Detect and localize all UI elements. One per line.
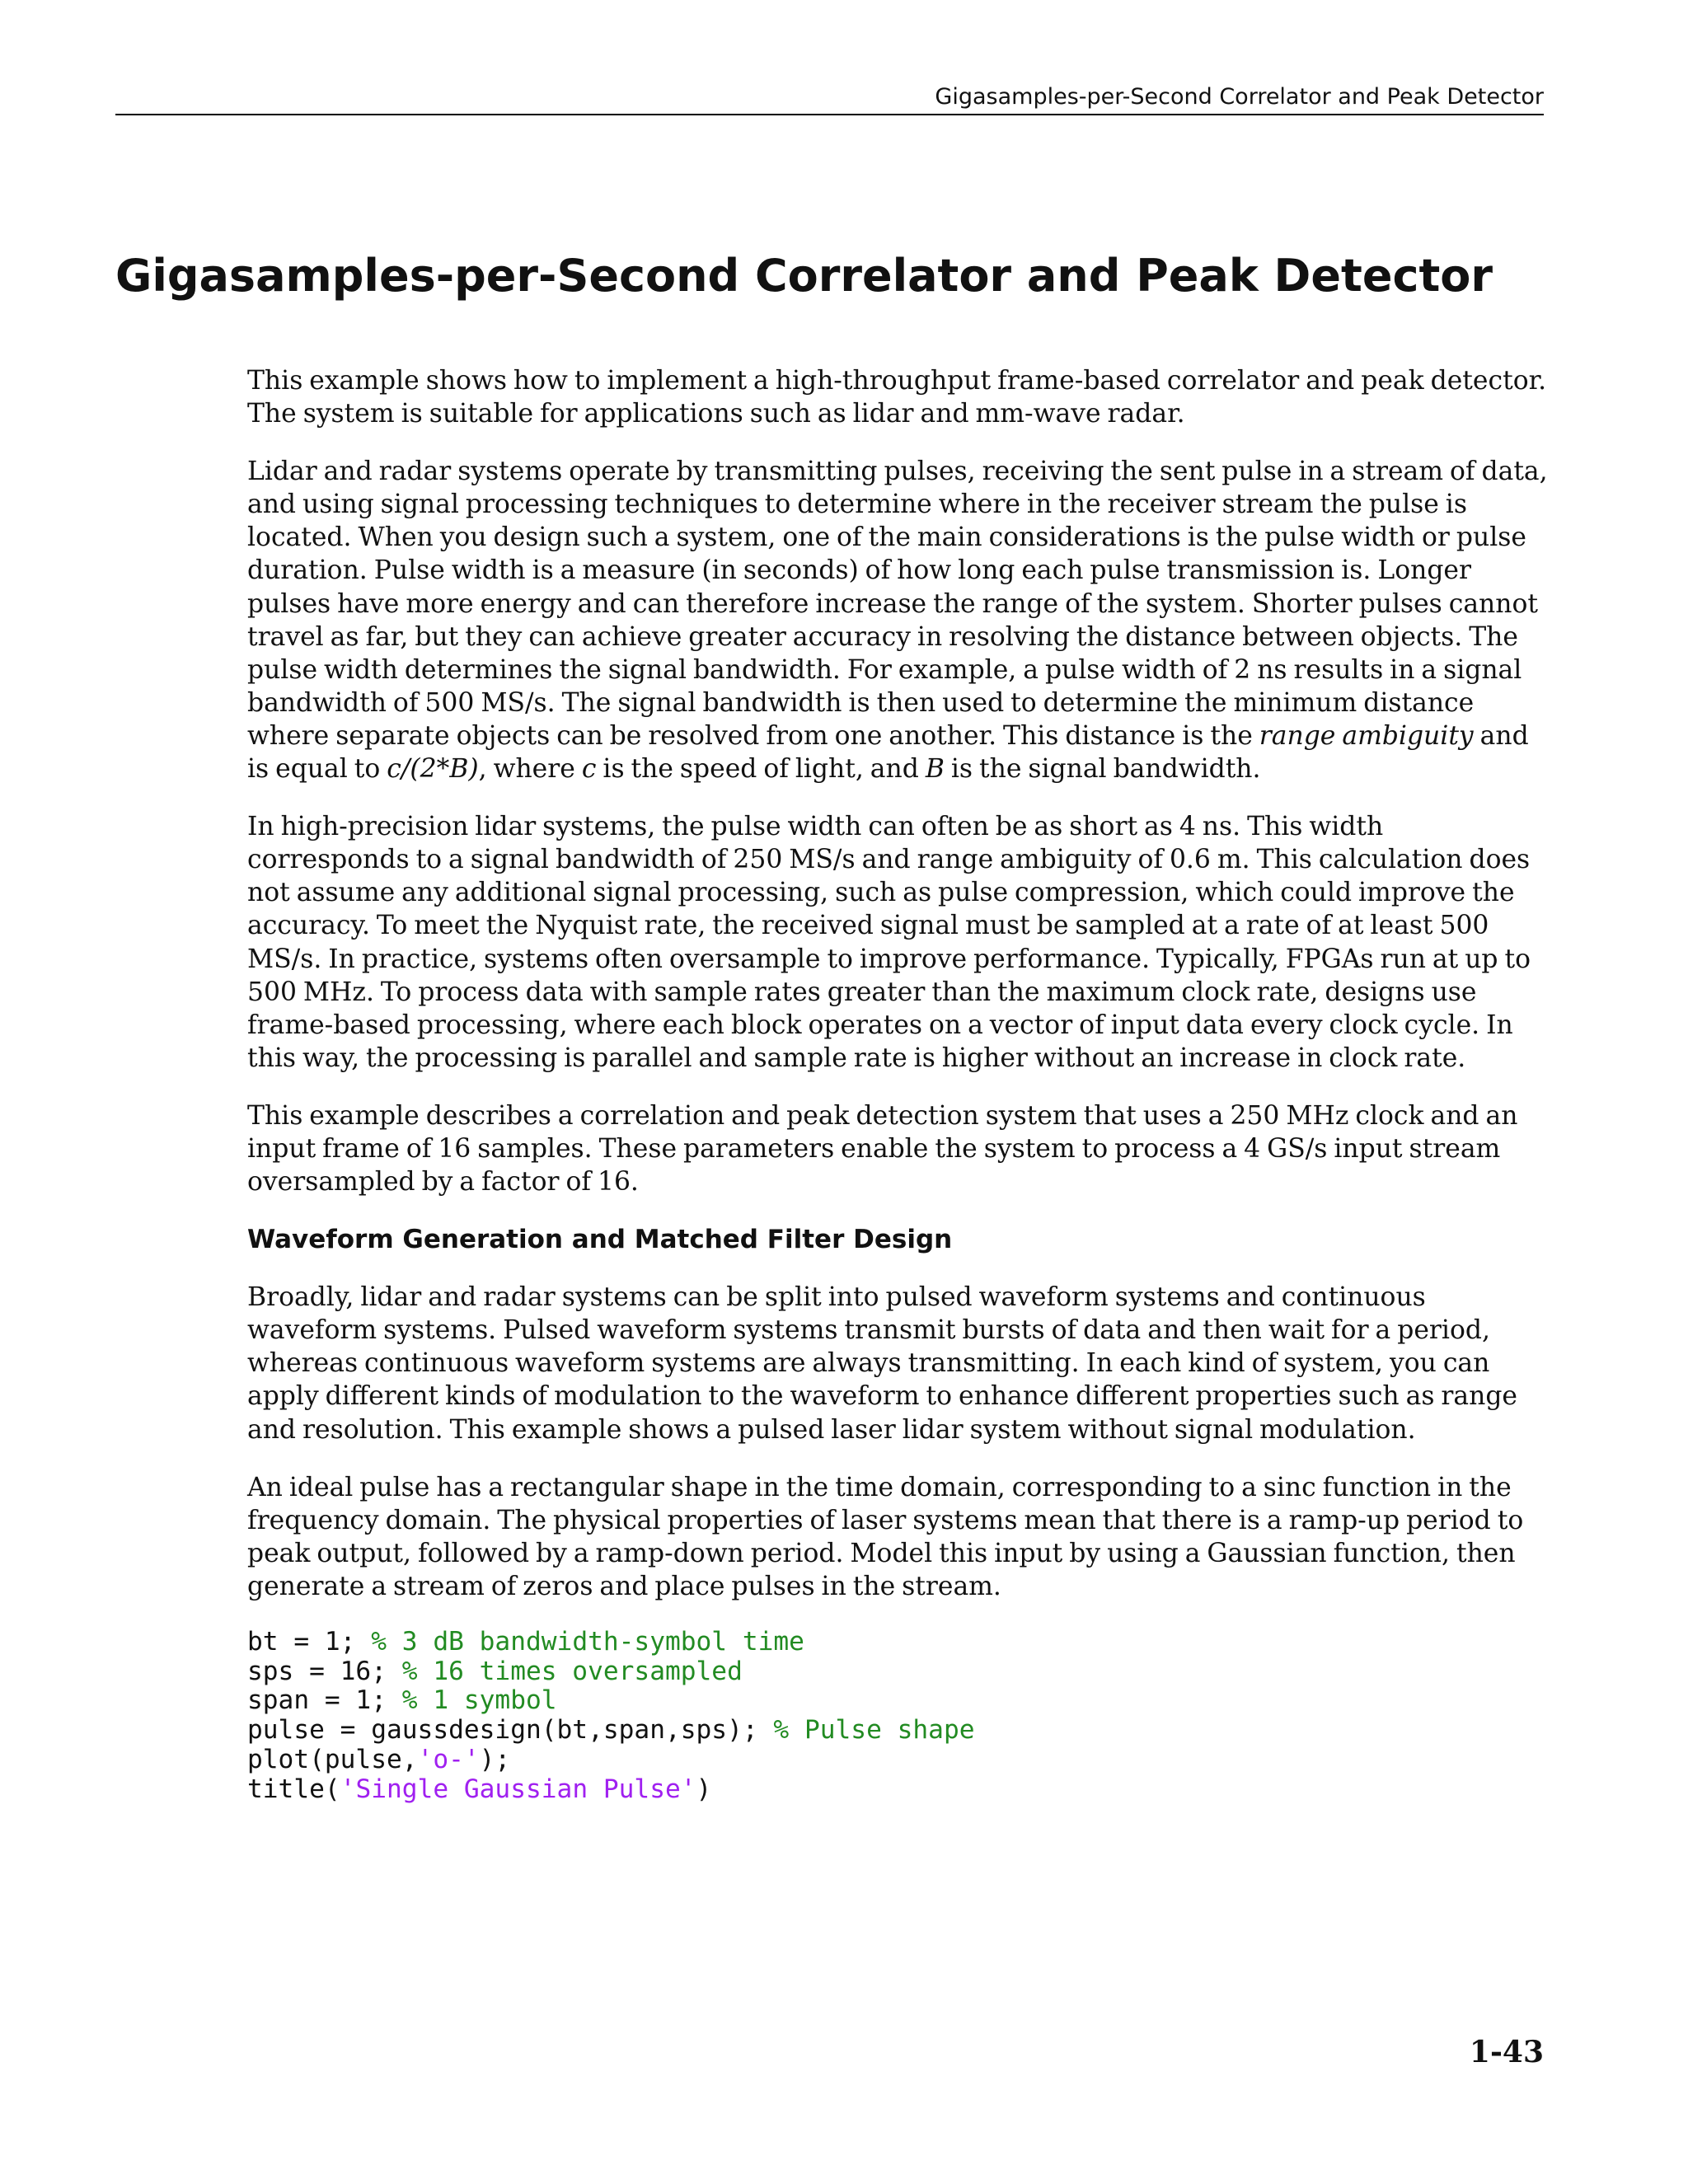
- code-comment: % 1 symbol: [401, 1685, 557, 1716]
- running-header: [115, 81, 1544, 115]
- code-line: [247, 1746, 1551, 1775]
- code-line: [247, 1628, 1551, 1657]
- text-run: is the signal bandwidth.: [944, 754, 1261, 785]
- code-text: );: [479, 1744, 511, 1774]
- code-string: 'Single Gaussian Pulse': [340, 1774, 696, 1804]
- code-line: [247, 1716, 1551, 1746]
- system-description-paragraph: This example describes a correlation and peak detection system that uses a 250 MHz clock and an input frame of 16 samples. These parameters enable the system to process a 4 GS/s input stream oversampled by a factor of 16.: [247, 1100, 1518, 1197]
- running-header-title: Gigasamples-per-Second Correlator and Peak Detector: [935, 84, 1544, 110]
- ideal-pulse-paragraph: An ideal pulse has a rectangular shape in the time domain, corresponding to a sinc function in the frequency domain. The physical properties of laser systems mean that there is a ramp-up period to peak output, followed by a ramp-down period. Model this input by using a Gaussian function, then generate a stream of zeros and place pulses in the stream.: [247, 1472, 1524, 1601]
- term-range-ambiguity: range ambiguity: [1259, 720, 1474, 751]
- code-text: bt = 1;: [247, 1627, 372, 1657]
- text-run: is the speed of light, and: [596, 754, 926, 785]
- code-text: plot(pulse,: [247, 1744, 418, 1774]
- code-line: [247, 1657, 1551, 1687]
- code-text: sps = 16;: [247, 1656, 402, 1686]
- pulse-width-paragraph: [247, 455, 1551, 785]
- intro-paragraph: This example shows how to implement a high-throughput frame-based correlator and peak detector. The system is suitable for applications such as lidar and mm-wave radar.: [247, 366, 1547, 429]
- code-text: span = 1;: [247, 1685, 402, 1716]
- symbol-b: B: [925, 754, 945, 785]
- text-run: and is equal to: [247, 720, 1529, 785]
- code-text: ): [696, 1774, 712, 1804]
- code-text: pulse = gaussdesign(bt,span,sps);: [247, 1715, 774, 1746]
- code-text: title(: [247, 1774, 340, 1804]
- code-comment: % 16 times oversampled: [401, 1656, 743, 1686]
- section-heading: Waveform Generation and Matched Filter Design: [247, 1225, 953, 1255]
- code-comment: % Pulse shape: [773, 1715, 975, 1746]
- code-line: [247, 1686, 1551, 1716]
- symbol-c: c: [581, 754, 597, 785]
- page-number: 1-43: [1469, 2035, 1544, 2069]
- formula-range-ambiguity: c/(2*B): [387, 754, 479, 785]
- waveform-systems-paragraph: Broadly, lidar and radar systems can be split into pulsed waveform systems and continuous waveform systems. Pulsed waveform systems transmit bursts of data and then wait for a period, whereas continuous waveform systems are always transmitting. In each kind of system, you can apply different kinds of modulation to the waveform to enhance different properties such as range and resolution. This example shows a pulsed laser lidar system without signal modulation.: [247, 1282, 1518, 1445]
- code-line: [247, 1775, 1551, 1805]
- text-run: , where: [478, 754, 582, 785]
- text-run: Lidar and radar systems operate by transmitting pulses, receiving the sent pulse in a stream of data, and using signal processing techniques to determine where in the receiver stream the pulse is located. When you design such a system, one of the main considerations is the pulse width or pulse duration. Pulse width is a measure (in seconds) of how long each pulse transmission is. Longer pulses have more energy and can therefore increase the range of the system. Shorter pulses cannot travel as far, but they can achieve greater accuracy in resolving the distance between objects. The pulse width determines the signal bandwidth. For example, a pulse width of 2 ns results in a signal bandwidth of 500 MS/s. The signal bandwidth is then used to determine the minimum distance where separate objects can be resolved from one another. This distance is the: [247, 457, 1548, 751]
- code-string: 'o-': [417, 1744, 480, 1774]
- high-precision-paragraph: In high-precision lidar systems, the pulse width can often be as short as 4 ns. This width corresponds to a signal bandwidth of 250 MS/s and range ambiguity of 0.6 m. This calculation does not assume any additional signal processing, such as pulse compression, which could improve the accuracy. To meet the Nyquist rate, the received signal must be sampled at a rate of at least 500 MS/s. In practice, systems often oversample to improve performance. Typically, FPGAs run at up to 500 MHz. To process data with sample rates greater than the maximum clock rate, designs use frame-based processing, where each block operates on a vector of input data every clock cycle. In this way, the processing is parallel and sample rate is higher without an increase in clock rate.: [247, 812, 1531, 1073]
- main-content: [247, 364, 1551, 1804]
- code-comment: % 3 dB bandwidth-symbol time: [371, 1627, 804, 1657]
- page-title: Gigasamples-per-Second Correlator and Peak Detector: [115, 250, 1493, 302]
- code-block: [247, 1628, 1551, 1804]
